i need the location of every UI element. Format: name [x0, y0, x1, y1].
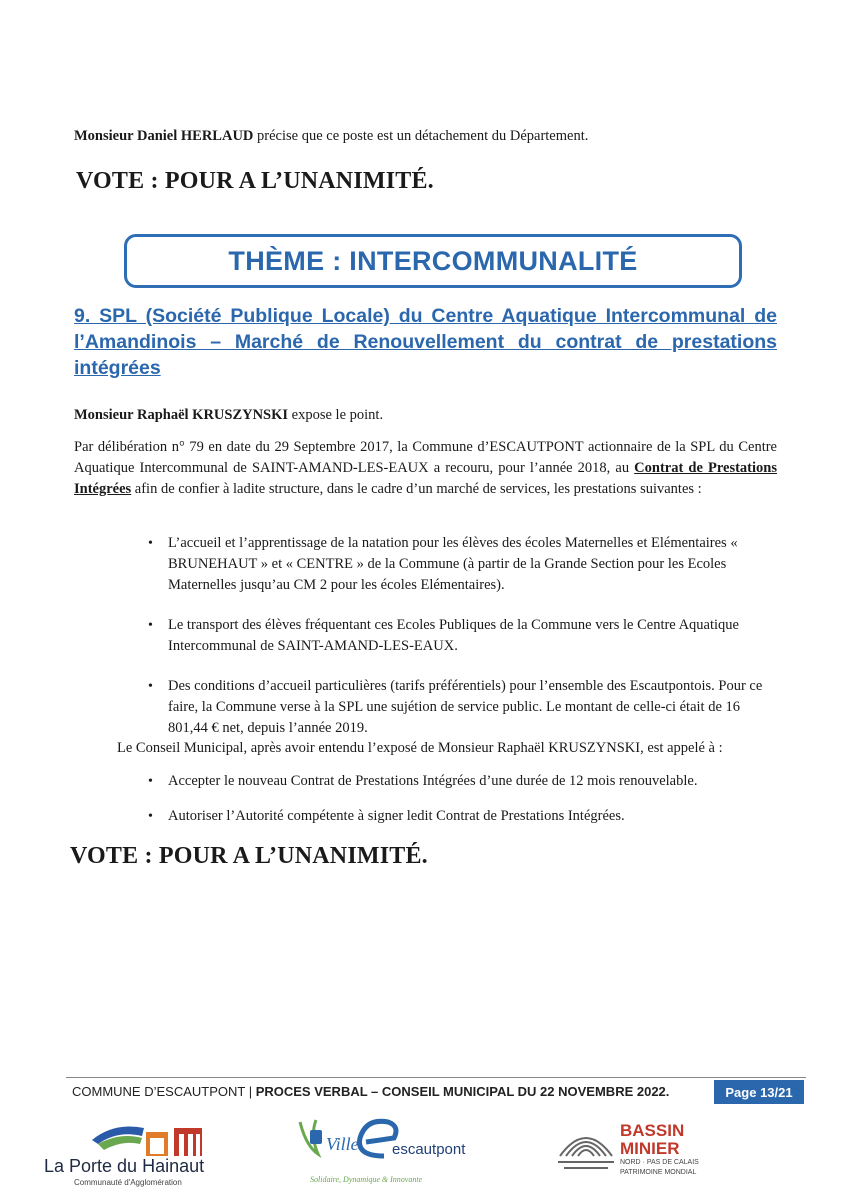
bassin-emblem-icon	[558, 1138, 614, 1168]
bassin-logo-line3: NORD · PAS DE CALAIS	[620, 1159, 699, 1166]
porte-logo-subtitle: Communauté d'Agglomération	[74, 1178, 182, 1187]
intro-speaker: Monsieur Daniel HERLAUD	[74, 128, 254, 144]
expose-paragraph	[74, 405, 383, 426]
services-list	[148, 533, 778, 758]
footer-commune: COMMUNE D’ESCAUTPONT |	[72, 1084, 256, 1099]
vote-result-2: VOTE : POUR A L’UNANIMITÉ.	[70, 843, 428, 869]
ville-logo-name-a: Ville	[326, 1134, 359, 1154]
vote-result-1: VOTE : POUR A L’UNANIMITÉ.	[76, 168, 434, 194]
deliberation-paragraph	[74, 437, 777, 500]
bassin-logo-line4: PATRIMOINE MONDIAL	[620, 1169, 697, 1176]
porte-logo-name: La Porte du Hainaut	[44, 1156, 205, 1176]
ville-shield-icon	[310, 1130, 322, 1144]
decision-item: • Accepter le nouveau Contrat de Prestations Intégrées d’une durée de 12 mois renouvelable.	[148, 771, 778, 792]
intro-paragraph	[74, 126, 588, 147]
service-item: • Le transport des élèves fréquentant ces Ecoles Publiques de la Commune vers le Centre Aquatique Intercommunal de SAINT-AMAND-LES-EAUX.	[148, 615, 778, 657]
porte-emblem-icon	[84, 1118, 214, 1158]
service-item: • L’accueil et l’apprentissage de la natation pour les élèves des écoles Maternelles et Elémentaires « BRUNEHAUT » et « CENTRE » de la Commune (à partir de la Grande Section pour les Ecoles Maternelles jusqu’au CM 2 pour les écoles Elémentaires).	[148, 533, 778, 596]
footer-pv: PROCES VERBAL – CONSEIL MUNICIPAL DU 22 NOVEMBRE 2022.	[255, 1084, 670, 1099]
delib-part2: afin de confier à ladite structure, dans le cadre d’un marché de services, les prestations suivantes :	[131, 481, 702, 497]
ville-e-mark-icon	[360, 1121, 397, 1156]
delib-contract-ref: Contrat de Prestations Intégrées	[74, 460, 777, 497]
ville-logo-name-b: escautpont	[392, 1141, 466, 1158]
porte-du-hainaut-logo	[44, 1118, 214, 1194]
service-item: • Des conditions d’accueil particulières (tarifs préférentiels) pour l’ensemble des Escautpontois. Pour ce faire, la Commune verse à la SPL une sujétion de service public. Le montant de celle-ci était de 16 801,44 € net, depuis l’année 2019.	[148, 676, 778, 739]
theme-box	[124, 234, 742, 288]
page-number-badge: Page 13/21	[714, 1080, 804, 1104]
bassin-logo-line2: MINIER	[620, 1139, 680, 1158]
footer-divider	[66, 1077, 806, 1078]
bassin-minier-logo	[556, 1116, 746, 1186]
bassin-logo-line1: BASSIN	[620, 1121, 685, 1140]
expose-text: expose le point.	[288, 407, 384, 423]
ville-escautpont-logo	[296, 1116, 476, 1192]
expose-speaker: Monsieur Raphaël KRUSZYNSKI	[74, 407, 289, 423]
conseil-paragraph: Le Conseil Municipal, après avoir entendu l’exposé de Monsieur Raphaël KRUSZYNSKI, est appelé à :	[117, 740, 723, 756]
theme-title: THÈME : INTERCOMMUNALITÉ	[228, 245, 638, 276]
decisions-list	[148, 771, 778, 841]
ville-logo-tagline: Solidaire, Dynamique & Innovante	[310, 1175, 423, 1184]
footer-text	[72, 1084, 669, 1099]
delib-part1: Par délibération n° 79 en date du 29 Septembre 2017, la Commune d’ESCAUTPONT actionnaire de la SPL du Centre Aquatique Intercommunal de SAINT-AMAND-LES-EAUX a recouru, pour l’année 2018, au	[74, 439, 777, 476]
decision-item: • Autoriser l’Autorité compétente à signer ledit Contrat de Prestations Intégrées.	[148, 806, 778, 827]
section-title: 9. SPL (Société Publique Locale) du Centre Aquatique Intercommunal de l’Amandinois – Marché de Renouvellement du contrat de prestations intégrées	[74, 305, 777, 379]
intro-text: précise que ce poste est un détachement du Département.	[253, 128, 589, 144]
